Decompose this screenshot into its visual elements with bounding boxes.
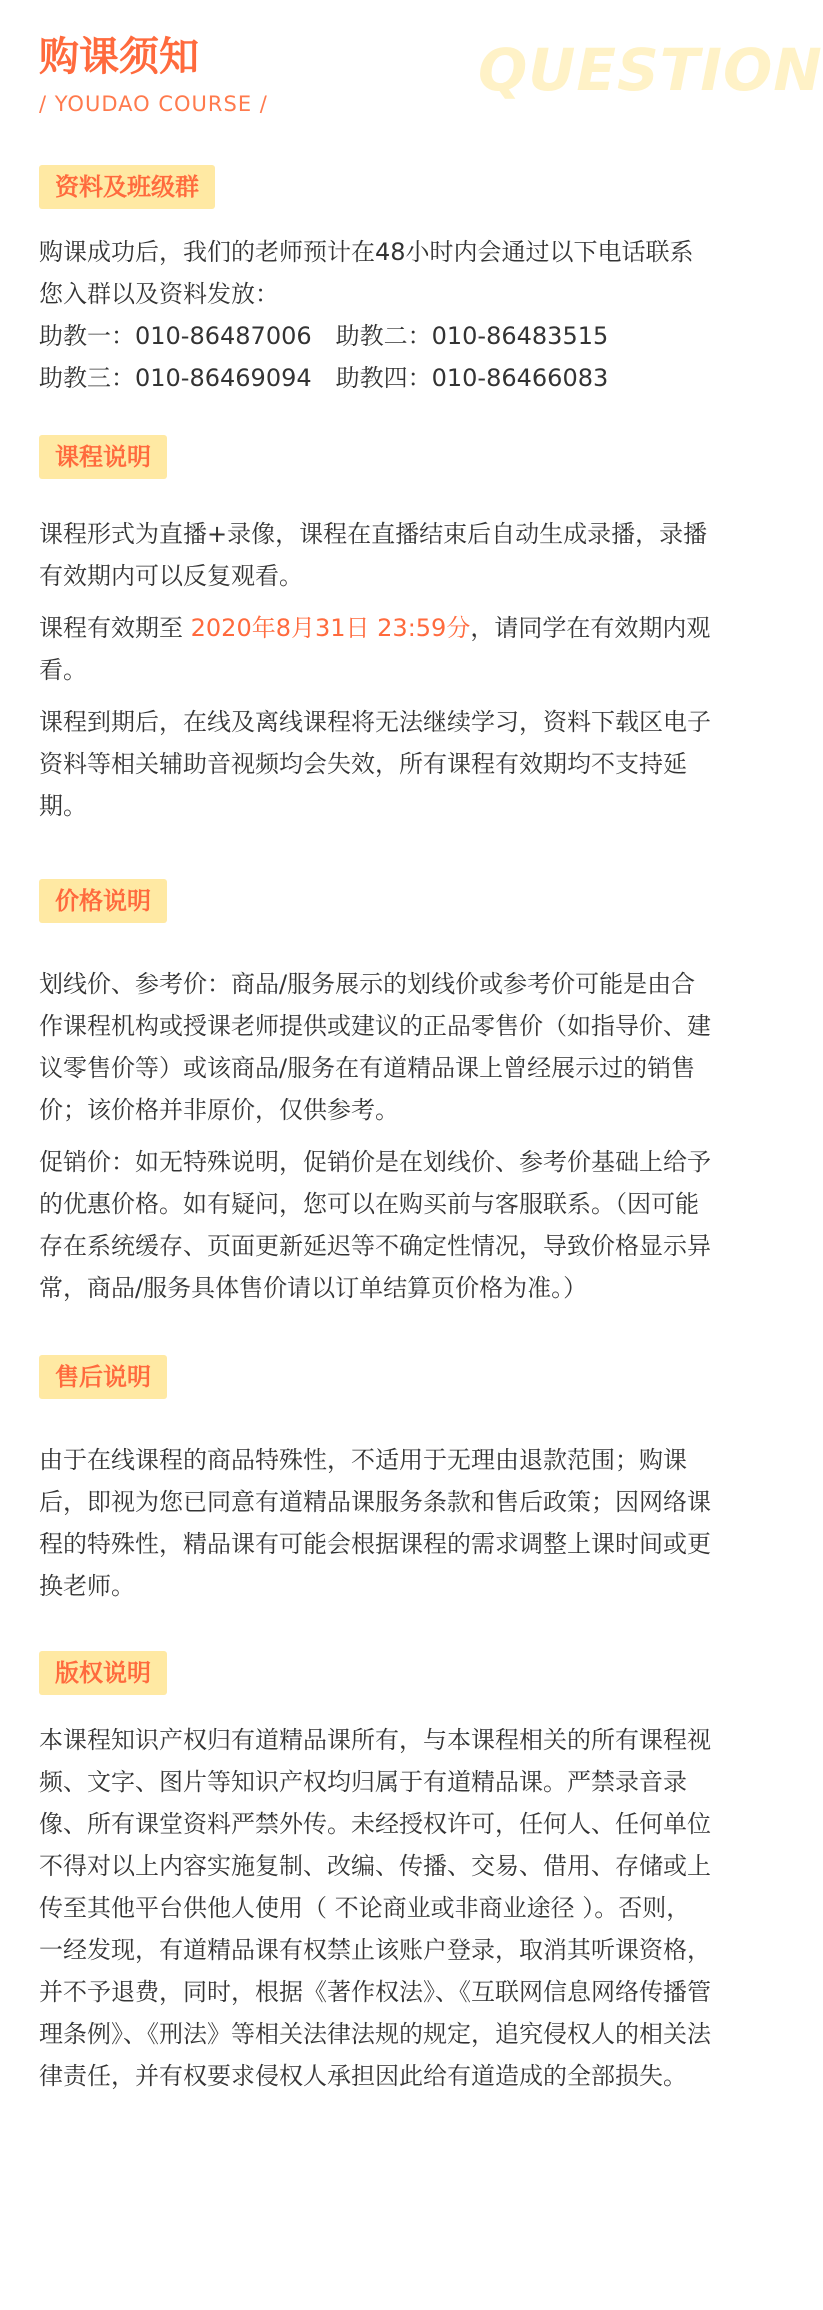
assistant-phone: 010-86483515 — [431, 322, 609, 350]
after-sale-text: 由于在线课程的商品特殊性，不适用于无理由退款范围；购课后，即视为您已同意有道精品课服务条款和售后政策；因网络课程的特殊性，精品课有可能会根据课程的需求调整上课时间或更换老师。 — [39, 1446, 711, 1600]
section-copyright — [39, 1651, 711, 2097]
assistant-phone: 010-86469094 — [135, 364, 312, 392]
section-course — [39, 435, 711, 827]
section-body-after-sale — [39, 1439, 711, 1607]
price-promotion-text: 促销价：如无特殊说明，促销价是在划线价、参考价基础上给予的优惠价格。如有疑问，您可以在购买前与客服联系。（因可能存在系统缓存、页面更新延迟等不确定性情况，导致价格显示异常，商品/服务具体售价请以订单结算页价格为准。） — [39, 1148, 711, 1302]
assistant-label: 助教三： — [39, 364, 135, 392]
course-validity-prefix: 课程有效期至 — [39, 614, 191, 642]
section-after-sale — [39, 1355, 711, 1607]
assistant-row — [39, 357, 711, 399]
section-body-materials — [39, 231, 711, 399]
course-validity-text — [39, 607, 711, 691]
page-header — [39, 30, 268, 116]
course-validity-suffix: ，请同学在有效期内观看。 — [39, 614, 711, 684]
assistant-row — [39, 315, 711, 357]
course-format-text: 课程形式为直播+录像，课程在直播结束后自动生成录播，录播有效期内可以反复观看。 — [39, 520, 708, 590]
watermark-text: QUESTION — [478, 36, 823, 104]
section-tag-course: 课程说明 — [39, 435, 167, 479]
assistant-phone-list — [39, 315, 711, 399]
copyright-text: 本课程知识产权归有道精品课所有，与本课程相关的所有课程视频、文字、图片等知识产权均归属于有道精品课。严禁录音录像、所有课堂资料严禁外传。未经授权许可，任何人、任何单位不得对以上内容实施复制、改编、传播、交易、借用、存储或上传至其他平台供他人使用（ 不论商业或非商业途径 ）。否则，一经发现，有道精品课有权禁止该账户登录，取消其听课资格，并不予退费，同时，根据《著作权法》、《互联网信息网络传播管理条例》、《刑法》等相关法律法规的规定，追究侵权人的相关法律责任，并有权要求侵权人承担因此给有道造成的全部损失。 — [39, 1726, 711, 2090]
section-tag-copyright: 版权说明 — [39, 1651, 167, 1695]
course-expiry-text: 课程到期后，在线及离线课程将无法继续学习，资料下载区电子资料等相关辅助音视频均会失效，所有课程有效期均不支持延期。 — [39, 708, 711, 820]
assistant-label: 助教四： — [335, 364, 432, 392]
content — [39, 165, 711, 2097]
section-tag-price: 价格说明 — [39, 879, 167, 923]
section-body-copyright — [39, 1719, 711, 2097]
page-title: 购课须知 — [39, 34, 199, 80]
section-body-price — [39, 963, 711, 1309]
section-body-course — [39, 513, 711, 827]
assistant-label: 助教一： — [39, 322, 135, 350]
section-price — [39, 879, 711, 1309]
course-expiry-date: 2020年8月31日 23:59分 — [190, 614, 471, 642]
section-materials — [39, 165, 711, 399]
materials-intro: 购课成功后，我们的老师预计在48小时内会通过以下电话联系您入群以及资料发放： — [39, 238, 694, 308]
price-reference-text: 划线价、参考价：商品/服务展示的划线价或参考价可能是由合作课程机构或授课老师提供或建议的正品零售价（如指导价、建议零售价等）或该商品/服务在有道精品课上曾经展示过的销售价；该价格并非原价，仅供参考。 — [39, 970, 711, 1124]
assistant-phone: 010-86487006 — [135, 322, 312, 350]
section-tag-materials: 资料及班级群 — [39, 165, 215, 209]
section-tag-after-sale: 售后说明 — [39, 1355, 167, 1399]
assistant-label: 助教二： — [335, 322, 432, 350]
page-subtitle: / YOUDAO COURSE / — [39, 92, 268, 116]
assistant-phone: 010-86466083 — [431, 364, 609, 392]
